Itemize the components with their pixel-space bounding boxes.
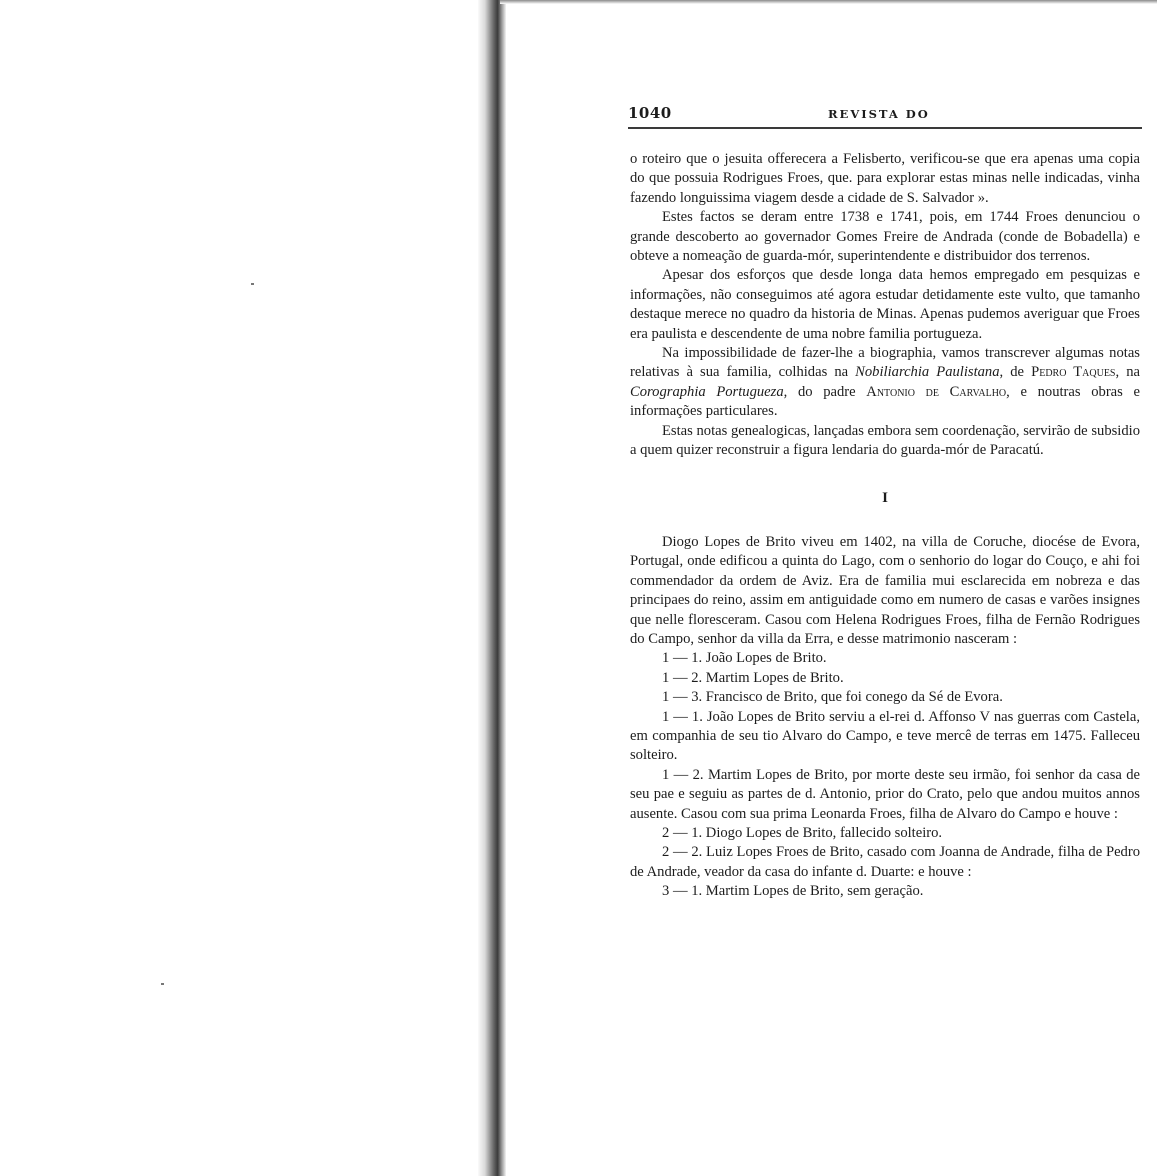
author-name: Antonio de Carvalho xyxy=(866,383,1007,400)
paragraph: Apesar dos esforços que desde longa data hemos empregado em pesquizas e informações, não conseguimos até agora estudar detidamente este vulto, que tamanho destaque merece no quadro da historia de Minas. Apenas pudemos averiguar que Froes era paulista e descendente de uma nobre familia portugueza. xyxy=(630,267,1140,342)
book-gutter xyxy=(478,0,506,1176)
paragraph: Diogo Lopes de Brito viveu em 1402, na villa de Coruche, diocése de Evora, Portugal, onde edificou a quinta do Lago, com o senhorio do logar do Couço, e ahi foi commendador da ordem de Aviz. Era de familia mui esclarecida em nobreza e das principaes do reino, assim em antiguidade como em numero de casas e varões insignes que nelle floresceram. Casou com Helena Rodrigues Froes, filha de Fernão Rodrigues do Campo, senhor da villa da Erra, e desse matrimonio nasceram : xyxy=(630,533,1140,647)
right-page xyxy=(506,0,1157,1176)
blank-left-page xyxy=(0,0,478,1176)
paragraph xyxy=(630,344,1140,422)
author-name: Pedro Taques xyxy=(1031,364,1116,381)
page-header xyxy=(628,104,1142,126)
running-head: REVISTA DO xyxy=(828,107,930,121)
paragraph: 2 — 2. Luiz Lopes Froes de Brito, casado com Joanna de Andrade, filha de Pedro de Andrade, veador da casa do infante d. Duarte: e houve : xyxy=(630,844,1140,880)
book-title: Nobiliarchia Paulistana xyxy=(855,364,1000,381)
paragraph: o roteiro que o jesuita offerecera a Felisberto, verificou-se que era apenas uma copia do que possuia Rodrigues Froes, que. para explorar estas minas nelle indicadas, vinha fazendo longuissima viagem desde a cidade de S. Salvador ». xyxy=(630,151,1140,206)
genealogy-entry: 1 — 2. Martim Lopes de Brito. xyxy=(662,669,844,686)
paragraph: Estas notas genealogicas, lançadas embora sem coordenação, servirão de subsidio a quem quizer reconstruir a figura lendaria do guarda-mór de Paracatú. xyxy=(630,422,1140,459)
genealogy-entry: 1 — 3. Francisco de Brito, que foi conego da Sé de Evora. xyxy=(662,689,1003,706)
text-run: , de xyxy=(999,364,1032,381)
book-title: Corographia Portugueza xyxy=(630,383,784,400)
paper-speck xyxy=(251,283,254,285)
page-number: 1040 xyxy=(628,104,672,122)
text-run: , do padre xyxy=(783,383,867,400)
text-run: Na impossibilidade de fazer-lhe a biographia, vamos transcrever algumas notas relativas à sua familia, colhidas na xyxy=(630,345,1140,381)
header-rule xyxy=(628,127,1142,129)
text-run: , e noutras obras e informações particulares. xyxy=(630,383,1140,420)
genealogy-entry: 3 — 1. Martim Lopes de Brito, sem geração. xyxy=(662,883,924,900)
genealogy-entry: 1 — 1. João Lopes de Brito. xyxy=(662,650,827,667)
text-run: , na xyxy=(1115,364,1140,381)
section-numeral: I xyxy=(882,489,888,506)
paper-speck xyxy=(161,983,164,985)
paragraph: 1 — 1. João Lopes de Brito serviu a el-rei d. Affonso V nas guerras com Castela, em companhia de seu tio Alvaro do Campo, e teve mercê de terras em 1475. Falleceu solteiro. xyxy=(630,708,1140,764)
paragraph: Estes factos se deram entre 1738 e 1741, pois, em 1744 Froes denunciou o grande descoberto ao governador Gomes Freire de Andrada (conde de Bobadella) e obteve a nomeação de guarda-mór, superintendente e distribuidor dos terrenos. xyxy=(630,209,1140,265)
genealogy-entry: 2 — 1. Diogo Lopes de Brito, fallecido solteiro. xyxy=(662,825,943,841)
paragraph: 1 — 2. Martim Lopes de Brito, por morte deste seu irmão, foi senhor da casa de seu pae e seguiu as partes de d. Antonio, prior do Crato, pelo que andou muitos annos ausente. Casou com sua prima Leonarda Froes, filha de Alvaro do Campo e houve : xyxy=(630,766,1140,822)
body-text xyxy=(630,150,1140,902)
